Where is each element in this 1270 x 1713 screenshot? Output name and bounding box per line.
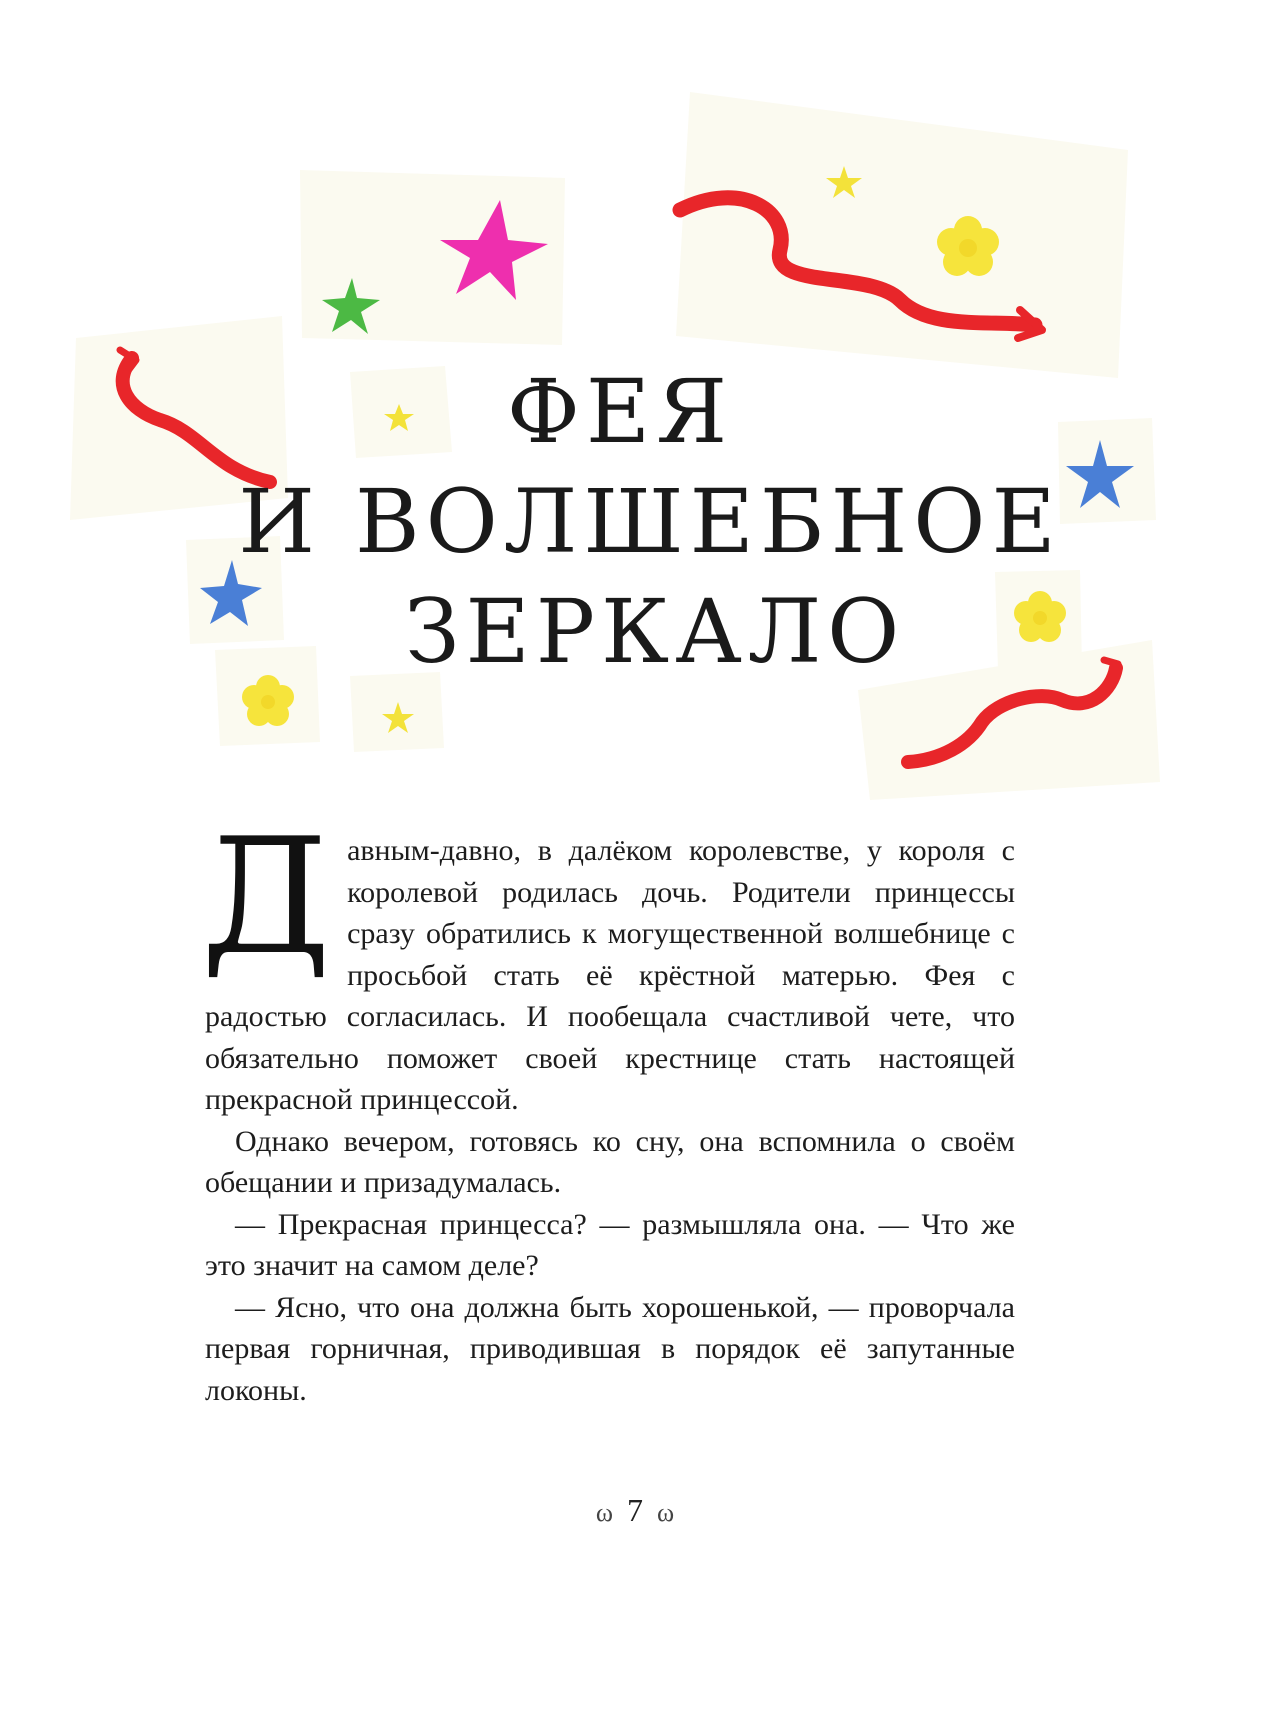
story-text	[201, 803, 1015, 1411]
page-number: 7	[627, 1492, 643, 1528]
title-line-1: ФЕЯ	[506, 360, 734, 463]
paragraph: Однако вечером, готовясь ко сну, она вспомнила о своём обещании и призадумалась.	[205, 1124, 1015, 1199]
paragraph: — Ясно, что она должна быть хорошенькой, — проворчала первая горничная, приводившая в порядок её запутанные локоны.	[205, 1290, 1015, 1407]
paper-patch	[676, 92, 1128, 378]
ornament-right-icon: ω	[657, 1498, 675, 1527]
drop-cap: Д	[201, 803, 332, 990]
ornament-left-icon: ω	[595, 1498, 613, 1527]
paragraph-text: авным-давно, в далёком королевстве, у короля с королевой родилась дочь. Родители принцессы сразу обратились к могущественной волшебнице с просьбой стать её крёстной матерью. Фея с радостью согласилась. И пообещала счастливой чете, что обязательно поможет своей крестнице стать настоящей прекрасной принцессой.	[205, 834, 1015, 1116]
title-line-3: ЗЕРКАЛО	[404, 580, 906, 683]
page-footer	[0, 1492, 1270, 1529]
title-line-2: И ВОЛШЕБНОЕ	[238, 470, 1062, 573]
paragraph: — Прекрасная принцесса? — размышляла она. — Что же это значит на самом деле?	[205, 1207, 1015, 1282]
paragraph	[201, 803, 1015, 1121]
